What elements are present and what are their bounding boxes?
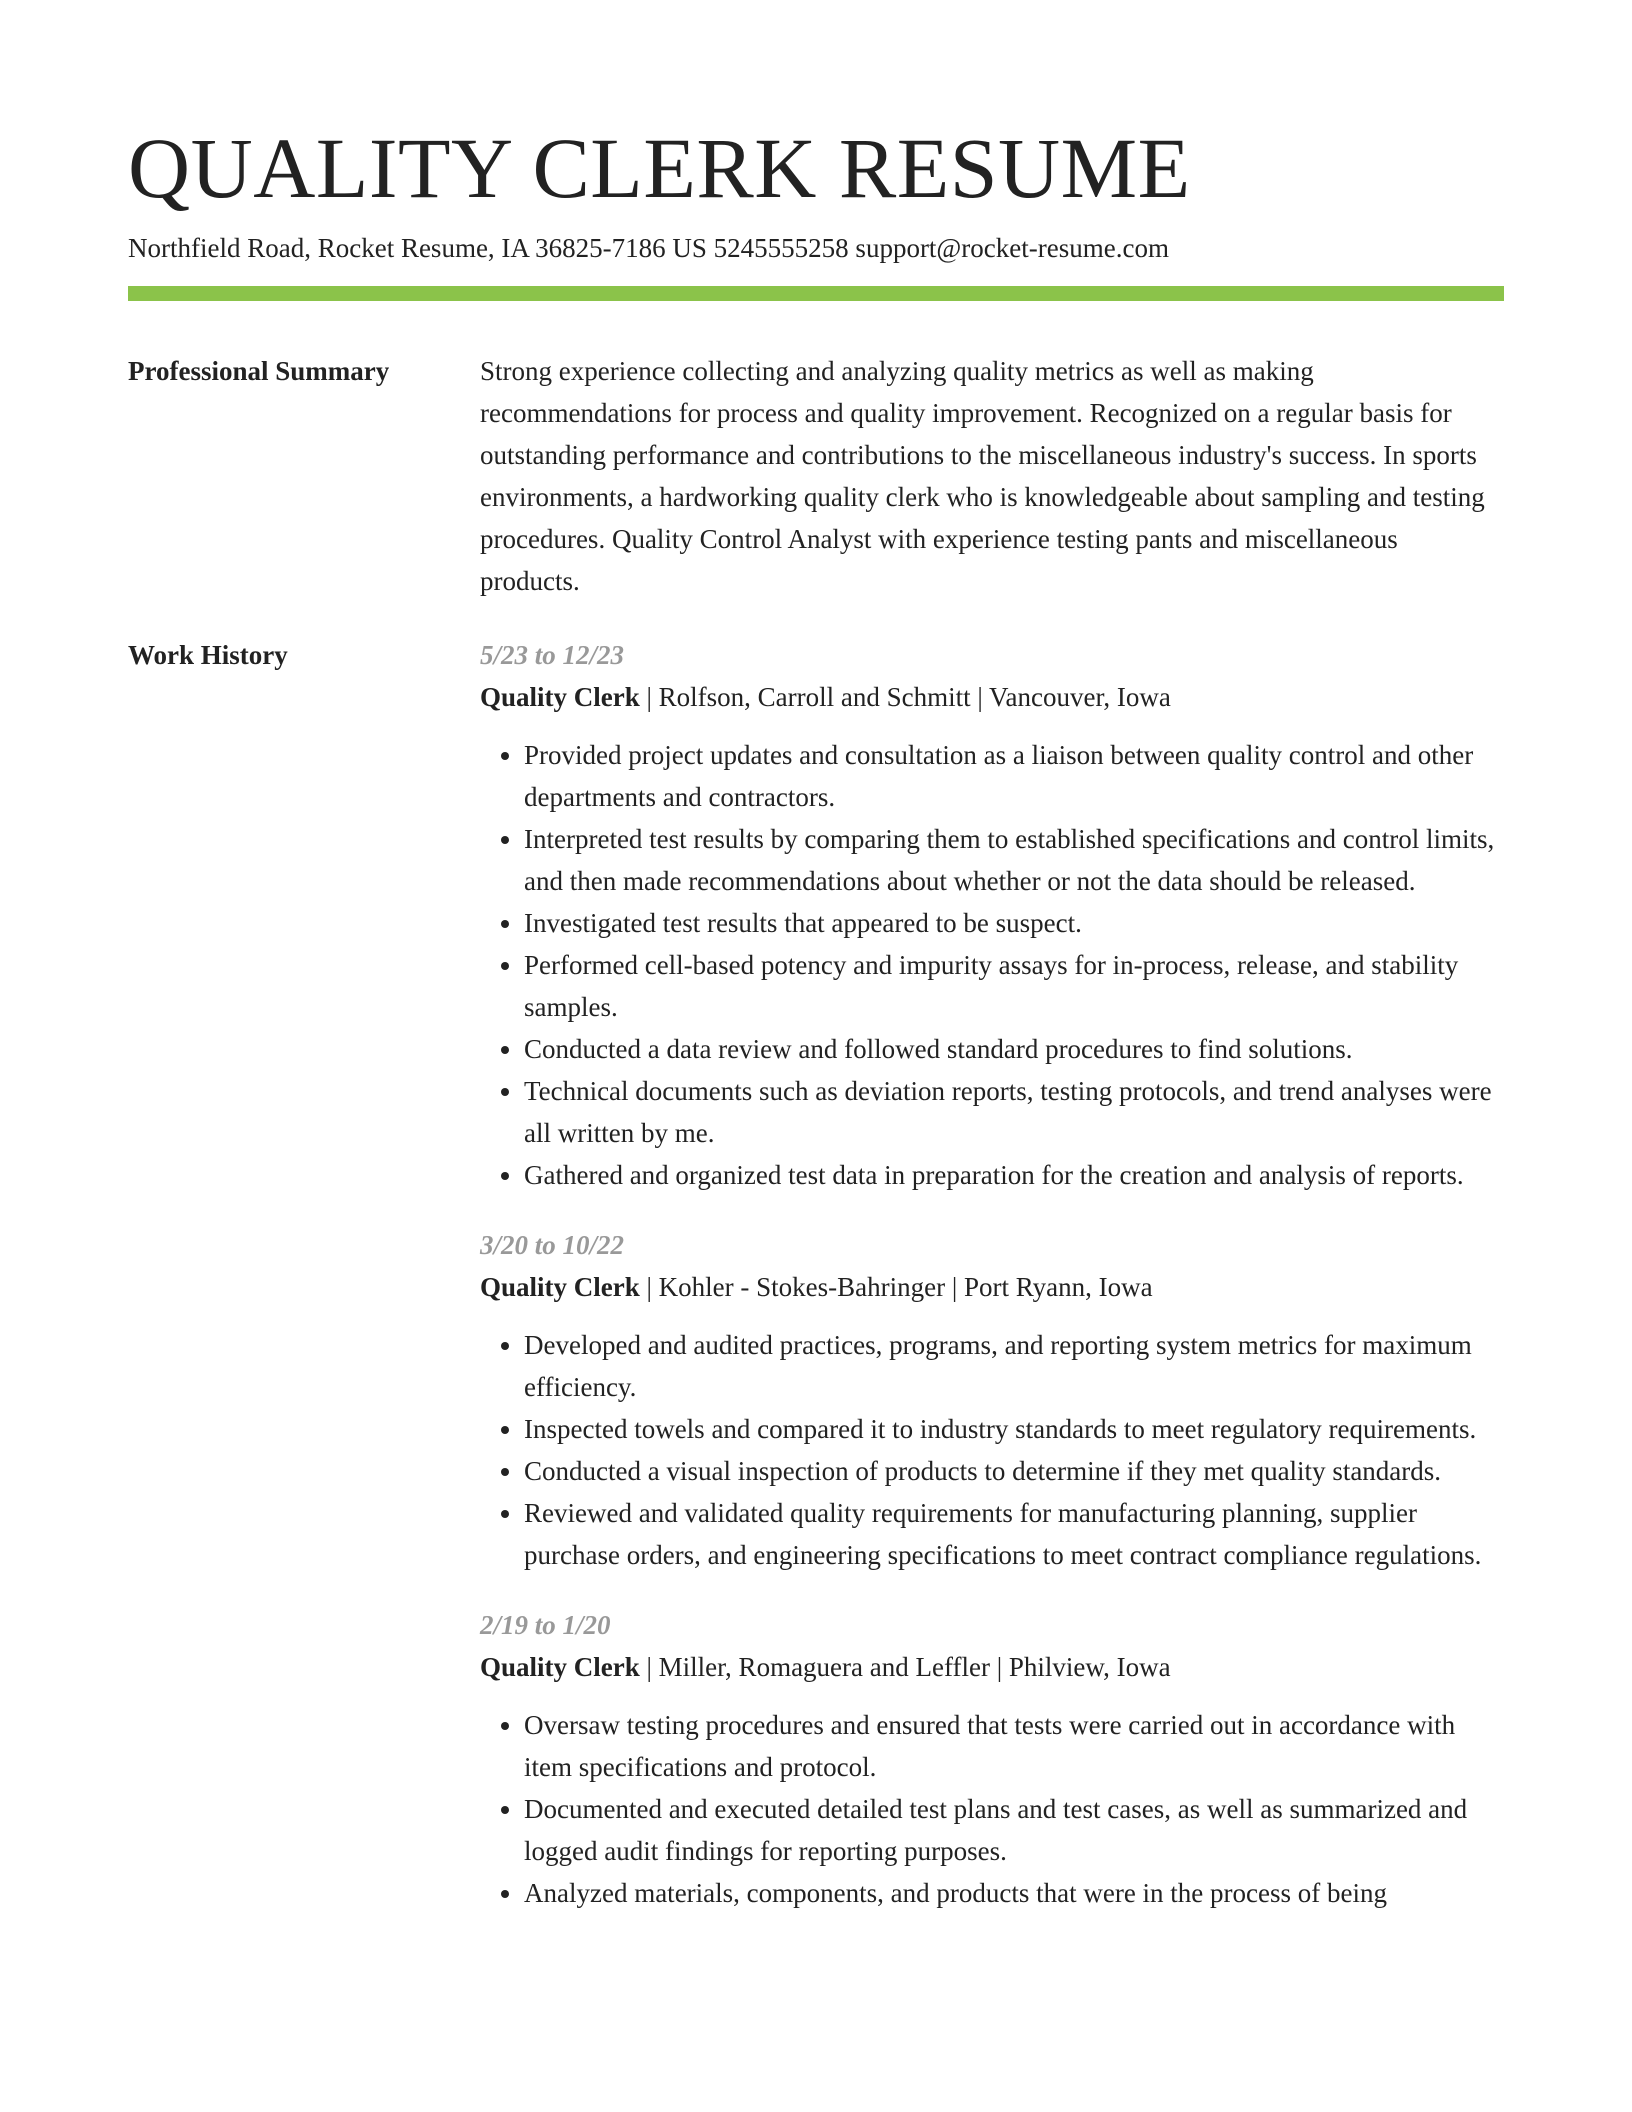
job-bullet: • Gathered and organized test data in preparation for the creation and analysis of reports. xyxy=(524,1154,1504,1196)
job-bullet: • Performed cell-based potency and impurity assays for in-process, release, and stability samples. xyxy=(524,944,1504,1028)
summary-label: Professional Summary xyxy=(128,356,390,386)
resume-title: QUALITY CLERK RESUME xyxy=(128,120,1191,216)
summary-text: Strong experience collecting and analyzing quality metrics as well as making recommendations for process and quality improvement. Recognized on a regular basis for outstanding performance and contributions to the miscellaneous industry's success. In sports environments, a hardworking quality clerk who is knowledgeable about sampling and testing procedures. Quality Control Analyst with experience testing pants and miscellaneous products. xyxy=(480,356,1485,596)
job-title-line xyxy=(480,1646,1504,1688)
job-title-line xyxy=(480,676,1504,718)
job-bullet-list xyxy=(480,734,1504,1196)
job-bullet: • Technical documents such as deviation reports, testing protocols, and trend analyses were all written by me. xyxy=(524,1070,1504,1154)
job-details: | Kohler - Stokes-Bahringer | Port Ryann, Iowa xyxy=(639,1272,1153,1302)
job-bullet: • Analyzed materials, components, and products that were in the process of being xyxy=(524,1872,1504,1914)
job-dates: 3/20 to 10/22 xyxy=(480,1230,625,1260)
job-bullet: • Investigated test results that appeared to be suspect. xyxy=(524,902,1504,944)
job-bullet: • Conducted a visual inspection of products to determine if they met quality standards. xyxy=(524,1450,1504,1492)
job-bullet: • Interpreted test results by comparing them to established specifications and control limits, and then made recommendations about whether or not the data should be released. xyxy=(524,818,1504,902)
job-details: | Miller, Romaguera and Leffler | Philview, Iowa xyxy=(639,1652,1171,1682)
job-title: Quality Clerk xyxy=(480,682,640,712)
job-bullet-list xyxy=(480,1324,1504,1576)
job-bullet: • Inspected towels and compared it to industry standards to meet regulatory requirements. xyxy=(524,1408,1504,1450)
job-entry xyxy=(480,634,1504,1196)
job-dates: 5/23 to 12/23 xyxy=(480,640,625,670)
accent-rule xyxy=(128,286,1504,301)
job-title: Quality Clerk xyxy=(480,1272,640,1302)
job-bullet: • Developed and audited practices, programs, and reporting system metrics for maximum efficiency. xyxy=(524,1324,1504,1408)
work-history-body xyxy=(480,634,1504,1942)
job-bullet: • Reviewed and validated quality requirements for manufacturing planning, supplier purchase orders, and engineering specifications to meet contract compliance regulations. xyxy=(524,1492,1504,1576)
job-entry xyxy=(480,1224,1504,1576)
job-bullet: • Documented and executed detailed test plans and test cases, as well as summarized and logged audit findings for reporting purposes. xyxy=(524,1788,1504,1872)
job-details: | Rolfson, Carroll and Schmitt | Vancouver, Iowa xyxy=(639,682,1171,712)
summary-body xyxy=(480,350,1504,602)
job-dates: 2/19 to 1/20 xyxy=(480,1610,611,1640)
job-bullet: • Provided project updates and consultation as a liaison between quality control and other departments and contractors. xyxy=(524,734,1504,818)
contact-line: Northfield Road, Rocket Resume, IA 36825-7186 US 5245555258 support@rocket-resume.com xyxy=(128,233,1169,263)
job-bullet-list xyxy=(480,1704,1504,1914)
job-bullet: • Oversaw testing procedures and ensured that tests were carried out in accordance with item specifications and protocol. xyxy=(524,1704,1504,1788)
job-entry xyxy=(480,1604,1504,1914)
job-title: Quality Clerk xyxy=(480,1652,640,1682)
job-title-line xyxy=(480,1266,1504,1308)
work-history-label: Work History xyxy=(128,640,288,670)
job-bullet: • Conducted a data review and followed standard procedures to find solutions. xyxy=(524,1028,1504,1070)
